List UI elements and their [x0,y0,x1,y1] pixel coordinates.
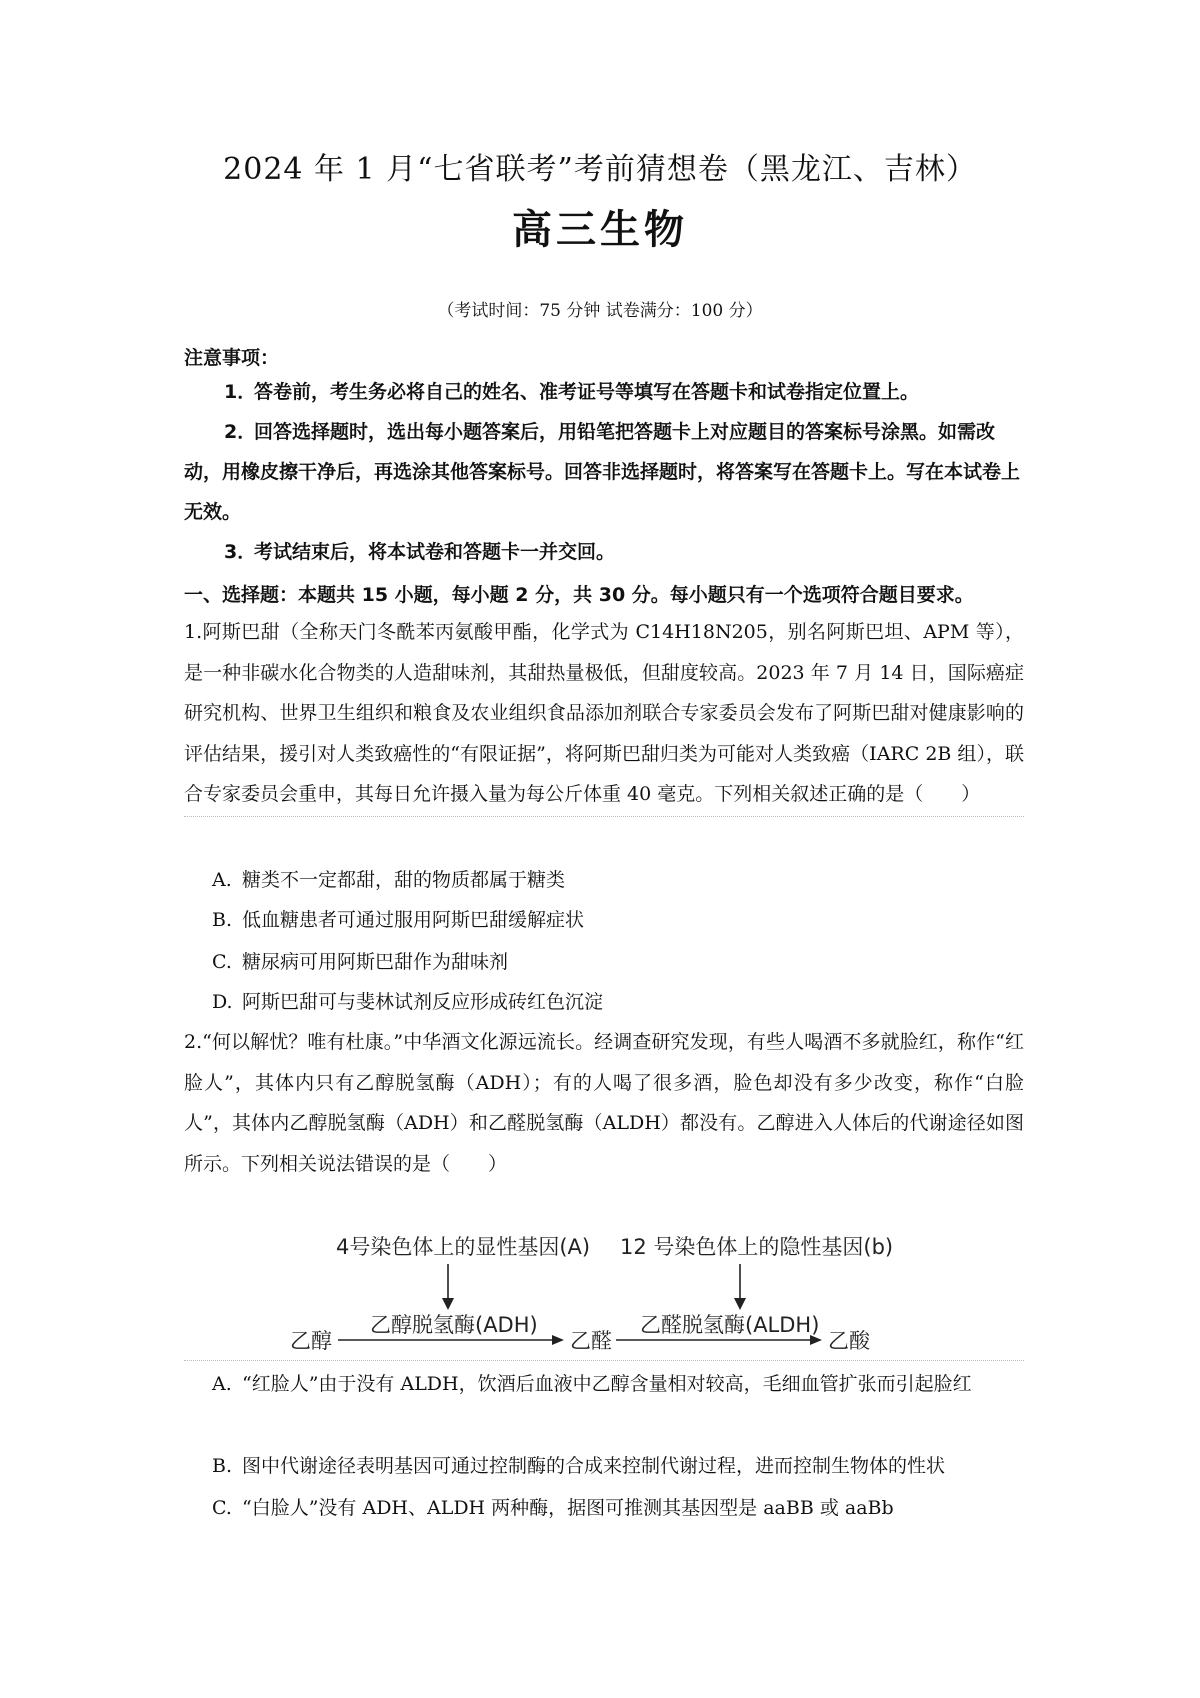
acetaldehyde-label: 乙醛 [570,1329,612,1353]
notice-heading: 注意事项： [184,347,280,369]
question-1-option-d [212,982,1024,1022]
question-2-stem: 2.“何以解忧？唯有杜康。”中华酒文化源远流长。经调查研究发现，有些人喝酒不多就脸红，称作“红脸人”，其体内只有乙醇脱氢酶（ADH）；有的人喝了很多酒，脸色却没有多少改变，称作“白脸人”，其体内乙醇脱氢酶（ADH）和乙醛脱氢酶（ALDH）都没有。乙醇进入人体后的代谢途径如图所示。下列相关说法错误的是（ ） [184,1031,1024,1175]
divider [184,1360,1024,1361]
gene-a-label: 4号染色体上的显性基因(A) [336,1235,591,1259]
notice-item-number: 2． [224,421,257,443]
gene-b-label: 12 号染色体上的隐性基因(b) [620,1235,894,1259]
notice-item-text: 回答选择题时，选出每小题答案后，用铅笔把答题卡上对应题目的答案标号涂黑。如需改动，用橡皮擦干净后，再选涂其他答案标号。回答非选择题时，将答案写在答题卡上。写在本试卷上无效。 [184,421,1021,523]
notice-item-text: 答卷前，考生务必将自己的姓名、准考证号等填写在答题卡和试卷指定位置上。 [254,381,920,403]
question-2-option-b [212,1446,1024,1486]
option-label: D. [212,991,233,1013]
option-label: C. [212,951,232,973]
option-label: A. [212,869,232,891]
question-1-option-b [212,900,1024,940]
option-label: C. [212,1497,232,1519]
divider [184,816,1024,817]
subject-title: 高三生物 [512,207,688,253]
notice-item [184,372,1024,412]
option-text: 低血糖患者可通过服用阿斯巴甜缓解症状 [242,909,585,931]
question-2-option-c [212,1488,1024,1528]
enzyme-aldh-label: 乙醛脱氢酶(ALDH) [640,1313,820,1337]
option-text: 图中代谢途径表明基因可通过控制酶的合成来控制代谢过程，进而控制生物体的性状 [242,1455,946,1477]
arrow-head-icon [734,1298,746,1310]
notice-item-text: 考试结束后，将本试卷和答题卡一并交回。 [254,541,616,563]
option-label: B. [212,1455,233,1477]
notice-item-number: 1． [224,381,257,403]
option-text: 糖尿病可用阿斯巴甜作为甜味剂 [242,951,509,973]
arrow-head-icon [442,1298,454,1310]
question-1-option-a [212,860,1024,900]
exam-info: （考试时间：75 分钟 试卷满分：100 分） [437,301,763,321]
arrow-head-icon [552,1335,564,1345]
question-1-option-c [212,942,1024,982]
exam-title: 2024 年 1 月“七省联考”考前猜想卷（黑龙江、吉林） [223,152,977,187]
metabolism-pathway-diagram [290,1226,940,1356]
notice-item-number: 3． [224,541,257,563]
option-text: 糖类不一定都甜，甜的物质都属于糖类 [242,869,566,891]
question-2-option-a [212,1364,1024,1404]
section-heading: 一、选择题：本题共 15 小题，每小题 2 分，共 30 分。每小题只有一个选项符合题目要求。 [184,584,974,606]
option-text: 阿斯巴甜可与斐林试剂反应形成砖红色沉淀 [242,991,604,1013]
enzyme-adh-label: 乙醇脱氢酶(ADH) [370,1313,538,1337]
acetic-acid-label: 乙酸 [828,1329,870,1353]
option-label: A. [212,1373,232,1395]
option-label: B. [212,909,233,931]
option-text: “白脸人”没有 ADH、ALDH 两种酶，据图可推测其基因型是 aaBB 或 aaBb [242,1497,894,1519]
notice-item [184,532,1024,572]
option-text: “红脸人”由于没有 ALDH，饮酒后血液中乙醇含量相对较高，毛细血管扩张而引起脸红 [242,1373,972,1395]
notice-item [184,412,1024,532]
ethanol-label: 乙醇 [290,1329,332,1353]
question-1-stem: 1.阿斯巴甜（全称天门冬酰苯丙氨酸甲酯，化学式为 C14H18N205，别名阿斯巴坦、APM 等），是一种非碳水化合物类的人造甜味剂，其甜热量极低，但甜度较高。2023 年 7 月 14 日，国际癌症研究机构、世界卫生组织和粮食及农业组织食品添加剂联合专家委员会发布了阿斯巴甜对健康影响的评估结果，援引对人类致癌性的“有限证据”，将阿斯巴甜归类为可能对人类致癌（IARC 2B 组），联合专家委员会重申，其每日允许摄入量为每公斤体重 40 毫克。下列相关叙述正确的是（ ） [184,621,1024,805]
